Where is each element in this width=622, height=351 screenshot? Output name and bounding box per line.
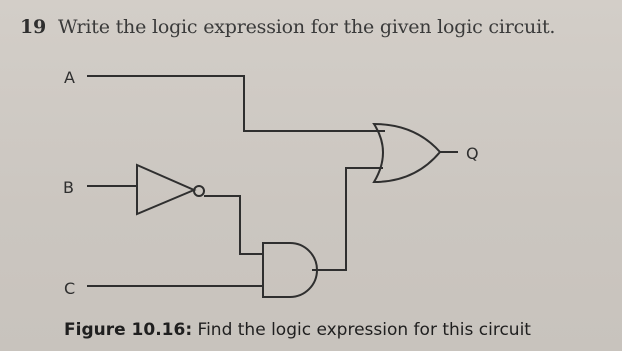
input-b-label: B xyxy=(63,178,74,197)
figure-caption xyxy=(64,320,531,340)
question-number: 19 xyxy=(20,16,47,38)
caption-label: Figure 10.16: xyxy=(64,320,193,340)
not-gate xyxy=(137,165,204,214)
wire-not-out xyxy=(204,196,263,254)
question-text: Write the logic expression for the given logic circuit. xyxy=(58,16,556,38)
and-gate xyxy=(263,243,317,297)
caption-text: Find the logic expression for this circuit xyxy=(197,320,531,340)
input-c-label: C xyxy=(64,279,76,298)
input-a-label: A xyxy=(64,68,75,87)
wire-a xyxy=(87,76,385,131)
wire-and-out xyxy=(312,168,383,270)
output-q-label: Q xyxy=(466,144,479,163)
or-gate xyxy=(374,124,440,182)
